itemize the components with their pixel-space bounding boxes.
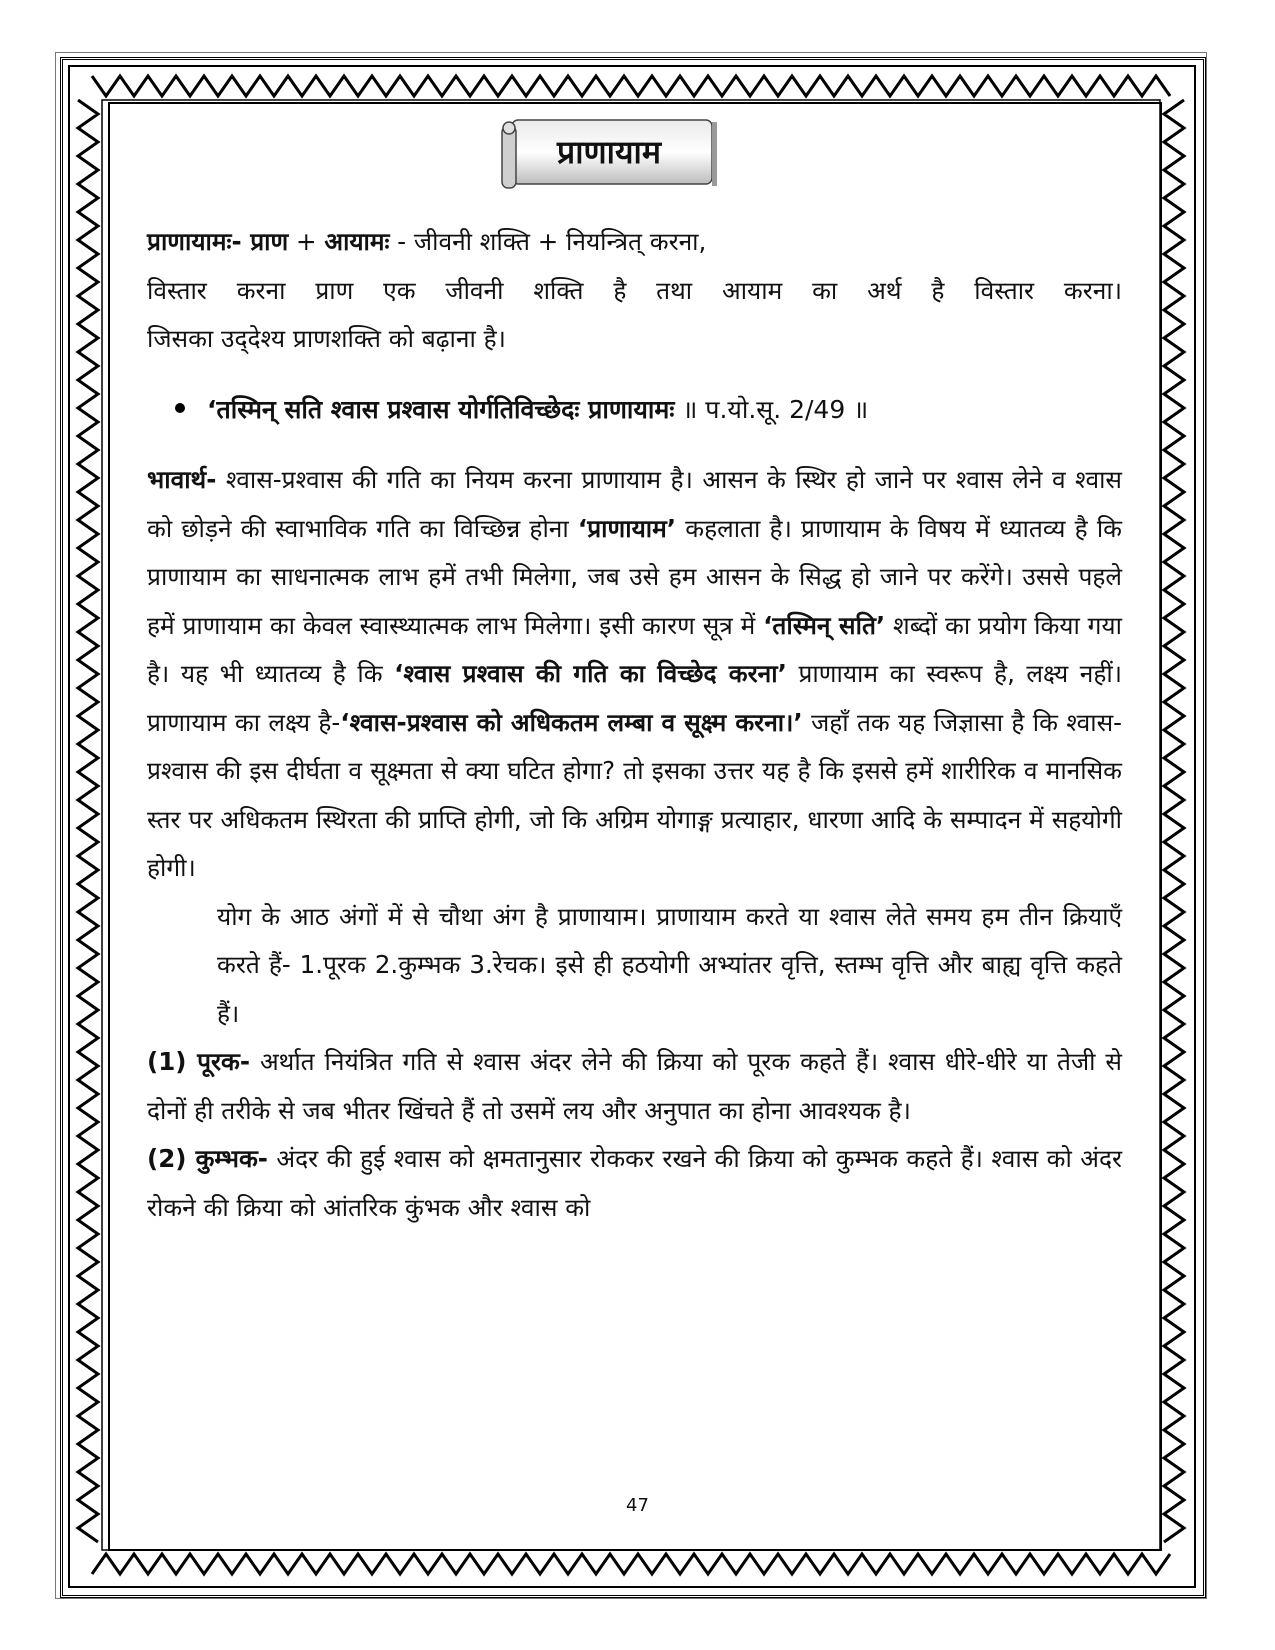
puraka-paragraph: (1) पूरक- अर्थात नियंत्रित गति से श्वास अंदर लेने की क्रिया को पूरक कहते हैं। श्वास धीरे-धीरे या तेजी से दोनों ही तरीके से जब भीतर खिंचते हैं तो उसमें लय और अनुपात का होना आवश्यक है। [147, 1047, 1122, 1125]
sutra-reference: ॥ प.यो.सू. 2/49 ॥ [674, 394, 869, 424]
intro-term: प्राणायामः- प्राण [147, 227, 289, 256]
kumbhaka-paragraph: (2) कुम्भक- अंदर की हुई श्वास को क्षमतानुसार रोककर रखने की क्रिया को कुम्भक कहते हैं। श्वास को अंदर रोकने की क्रिया को आंतरिक कुंभक और श्वास को [147, 1144, 1122, 1222]
puraka-label: (1) पूरक- [147, 1047, 251, 1076]
page-title: प्राणायाम [557, 133, 661, 171]
eight-limbs-paragraph: योग के आठ अंगों में से चौथा अंग है प्राणायाम। प्राणायाम करते या श्वास लेते समय हम तीन क्रियाएँ करते हैं- 1.पूरक 2.कुम्भक 3.रेचक। इसे ही हठयोगी अभ्यांतर वृत्ति, स्तम्भ वृत्ति और बाह्य वृत्ति कहते हैं। [217, 901, 1122, 1028]
intro-line-2: विस्तार करना प्राण एक जीवनी शक्ति है तथा आयाम का अर्थ है विस्तार करना। [147, 275, 1122, 305]
bullet-icon [175, 403, 185, 413]
sutra-text: ‘तस्मिन् सति श्वास प्रश्वास योर्गतिविच्छेदः प्राणायामः [207, 394, 675, 424]
intro-line-3: जिसका उद्‌देश्य प्राणशक्ति को बढ़ाना है। [147, 324, 506, 353]
bhavarth-paragraph: भावार्थ- श्वास-प्रश्वास की गति का नियम करना प्राणायाम है। आसन के स्थिर हो जाने पर श्वास लेने व श्वास को छोड़ने की स्वाभाविक गति का विच्छिन्न होना ‘प्राणायाम’ कहलाता है। प्राणायाम के विषय में ध्यातव्य है कि प्राणायाम का साधनात्मक लाभ हमें तभी मिलेगा, जब उसे हम आसन के सिद्ध हो जाने पर करेंगे। उससे पहले हमें प्राणायाम का केवल स्वास्थ्यात्मक लाभ मिलेगा। इसी कारण सूत्र में ‘तस्मिन् सति’ शब्दों का प्रयोग किया गया है। यह भी ध्यातव्य है कि ‘श्वास प्रश्वास की गति का विच्छेद करना’ प्राणायाम का स्वरूप है, लक्ष्य नहीं। प्राणायाम का लक्ष्य है-‘श्वास-प्रश्वास को अधिकतम लम्बा व सूक्ष्म करना।’ जहाँ तक यह जिज्ञासा है कि श्वास-प्रश्वास की इस दीर्घता व सूक्ष्मता से क्या घटित होगा? तो इसका उत्तर यह है कि इससे हमें शारीरिक व मानसिक स्तर पर अधिकतम स्थिरता की प्राप्ति होगी, जो कि अग्रिम योगाङ्ग प्रत्याहार, धारणा आदि के सम्पादन में सहयोगी होगी। [147, 465, 1123, 882]
page-number: 47 [626, 1495, 649, 1516]
main-content [147, 218, 1122, 1232]
intro-term-2: आयामः [324, 227, 390, 256]
bhavarth-label: भावार्थ- [147, 465, 217, 494]
kumbhaka-label: (2) कुम्भक- [147, 1144, 268, 1173]
sutra-line [175, 386, 1122, 435]
intro-definition-line: प्राणायामः- प्राण + आयामः - जीवनी शक्ति + नियन्त्रित् करना, [147, 227, 707, 256]
